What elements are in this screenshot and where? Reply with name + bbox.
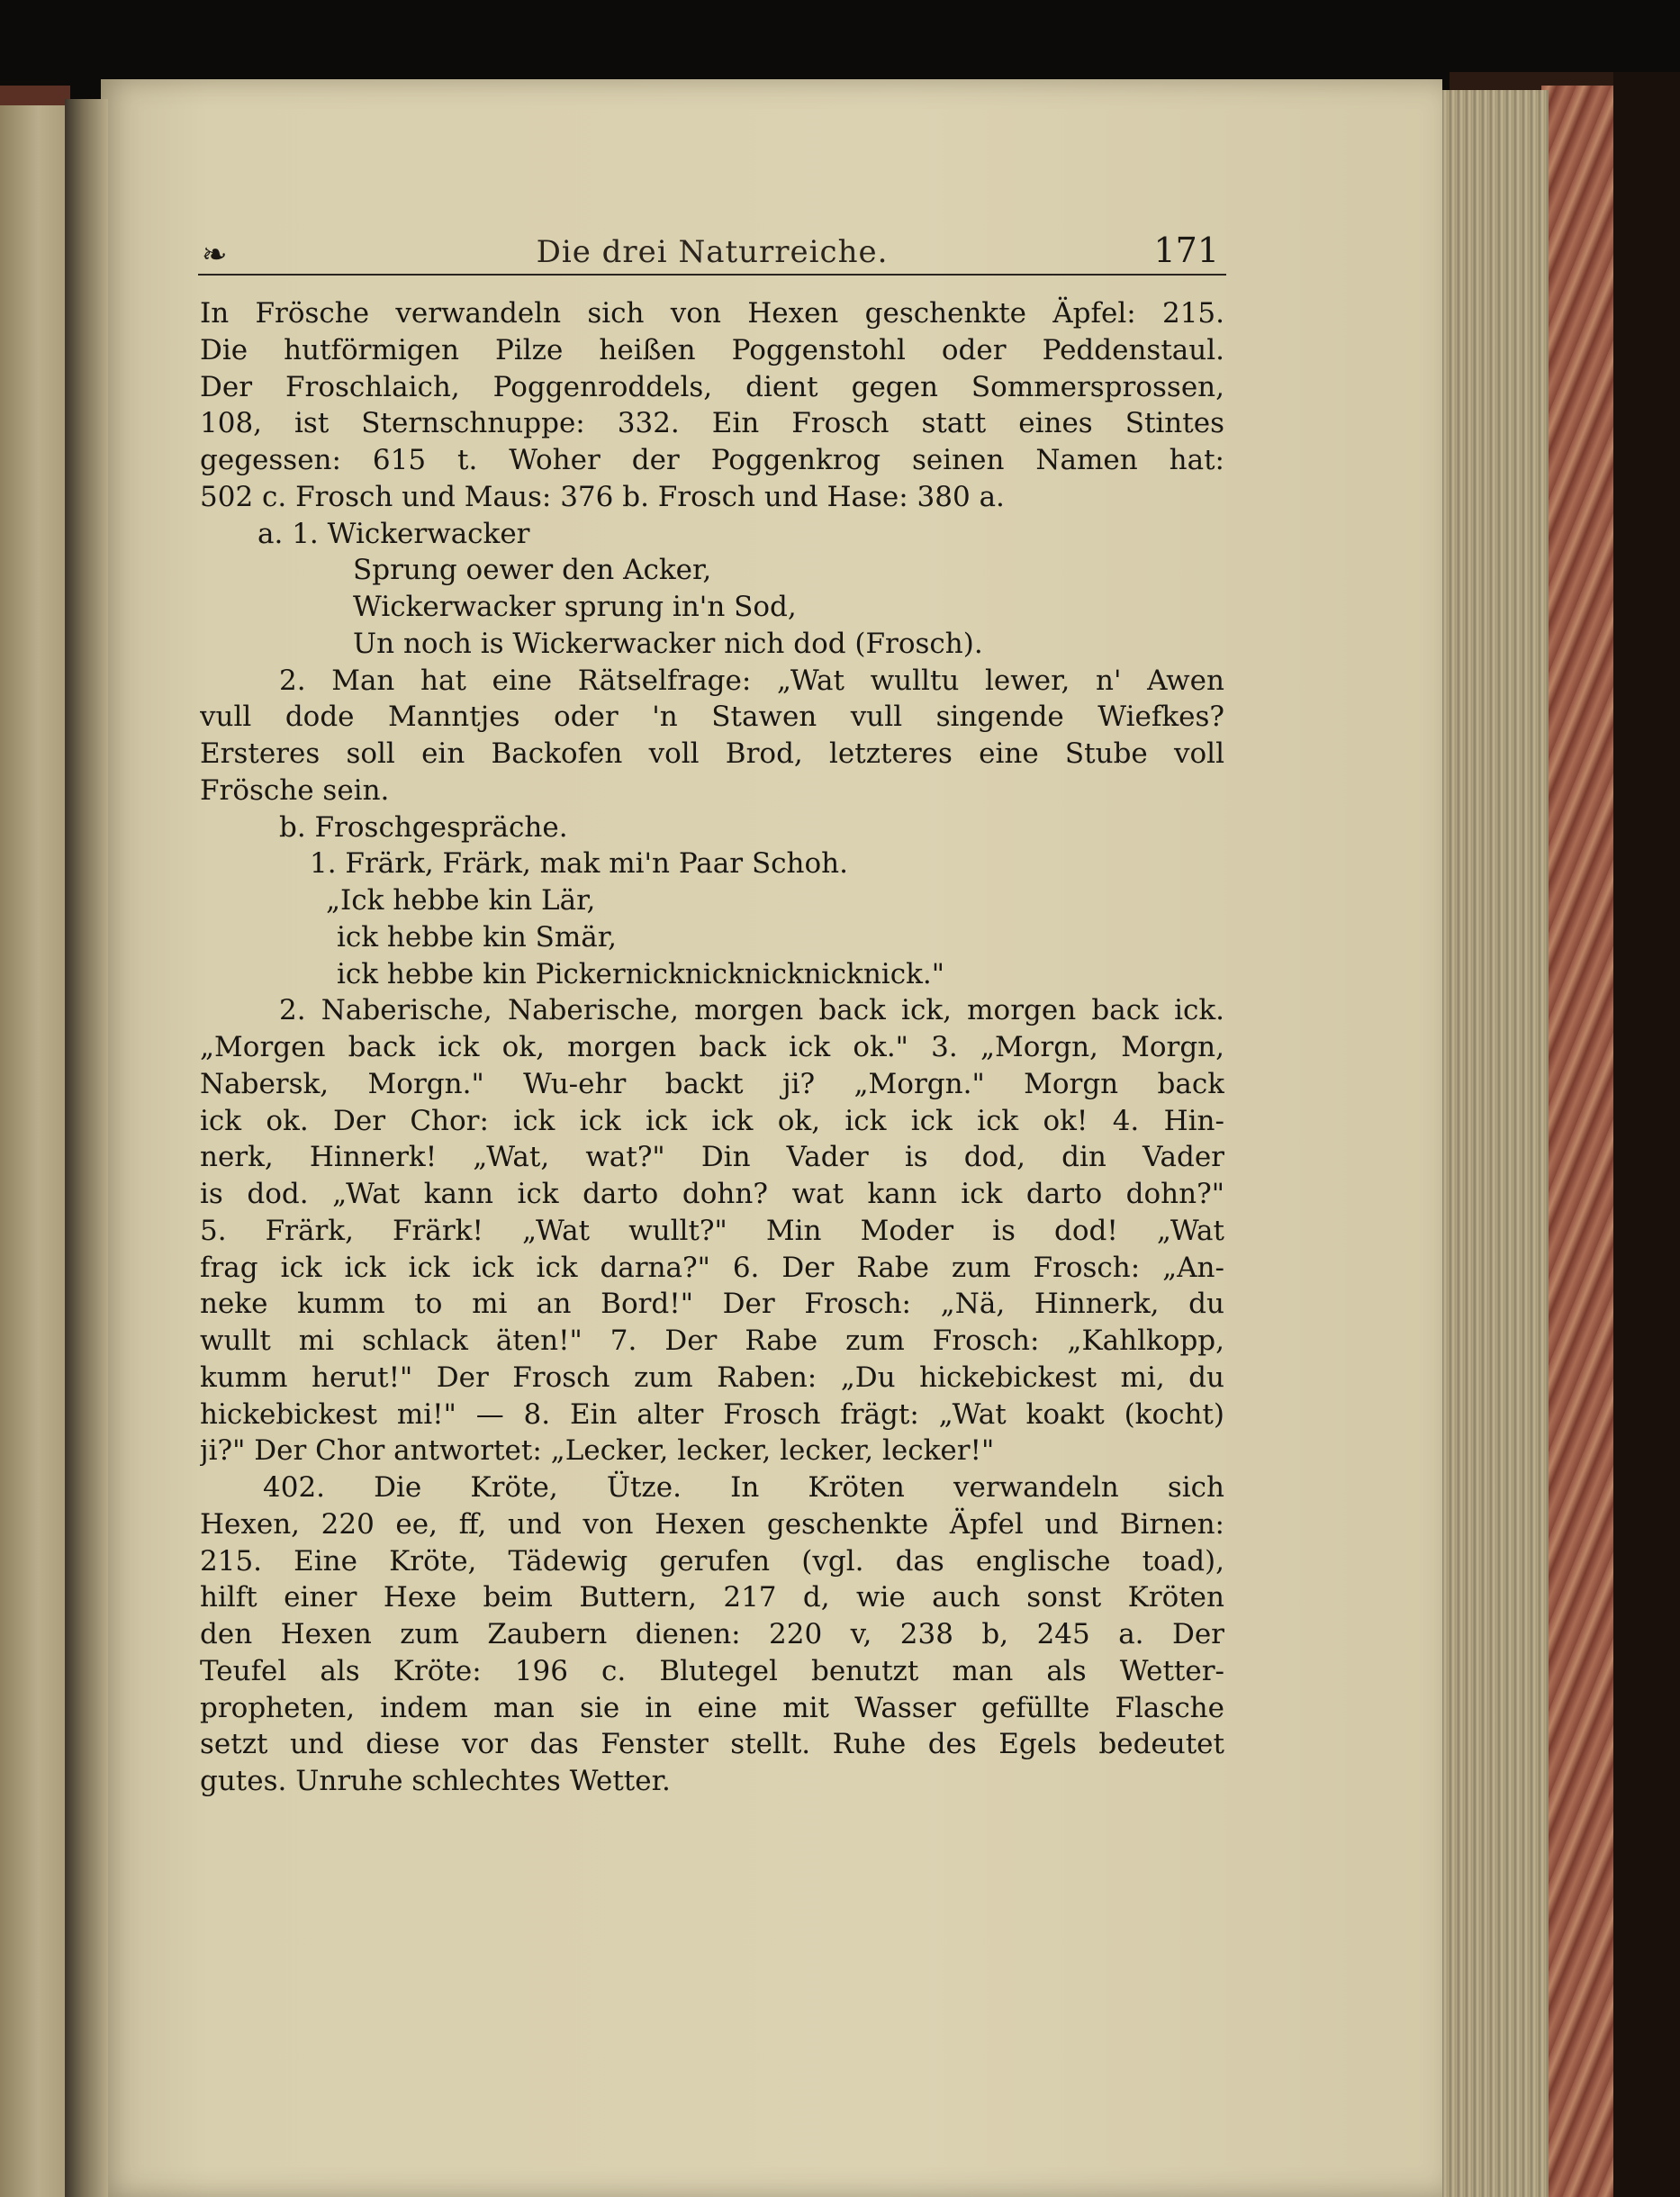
text-line: neke kumm to mi an Bord!" Der Frosch: „Nä, Hinnerk, du [200, 1288, 1224, 1321]
text-line: Un noch is Wickerwacker nich dod (Frosch). [353, 627, 983, 660]
previous-page-edge [0, 86, 70, 2197]
text-line: „Morgen back ick ok, morgen back ick ok." 3. „Morgn, Morgn, [200, 1031, 1224, 1063]
text-line: Ersteres soll ein Backofen voll Brod, letzteres eine Stube voll [200, 737, 1224, 770]
book-page [101, 79, 1442, 2197]
text-line: „Ick hebbe kin Lär, [326, 884, 596, 917]
text-line: vull dode Manntjes oder 'n Stawen vull singende Wiefkes? [200, 701, 1224, 734]
text-line: b. Froschgespräche. [279, 810, 568, 844]
text-line: 2. Man hat eine Rätselfrage: „Wat wulltu lewer, n' Awen [279, 664, 1224, 697]
text-line: Der Froschlaich, Poggenroddels, dient gegen Sommersprossen, [200, 370, 1224, 403]
text-line: Sprung oewer den Acker, [353, 554, 712, 587]
text-line: gegessen: 615 t. Woher der Poggenkrog seinen Namen hat: [200, 444, 1224, 476]
text-line: frag ick ick ick ick ick darna?" 6. Der Rabe zum Frosch: „An- [200, 1251, 1224, 1284]
text-line: propheten, indem man sie in eine mit Wasser gefüllte Flasche [200, 1691, 1224, 1724]
text-line: hilft einer Hexe beim Buttern, 217 d, wie auch sonst Kröten [200, 1581, 1224, 1614]
text-line: is dod. „Wat kann ick darto dohn? wat kann ick darto dohn?" [200, 1178, 1224, 1210]
ornament-icon: ❧ [202, 237, 228, 273]
gutter-shadow [65, 99, 108, 2197]
text-line: nerk, Hinnerk! „Wat, wat?" Din Vader is dod, din Vader [200, 1141, 1224, 1174]
text-line: 5. Frärk, Frärk! „Wat wullt?" Min Moder is dod! „Wat [200, 1214, 1224, 1247]
text-line: Nabersk, Morgn." Wu-ehr backt ji? „Morgn." Morgn back [200, 1067, 1224, 1100]
text-line: kumm herut!" Der Frosch zum Raben: „Du hickebickest mi, du [200, 1361, 1224, 1394]
text-line: gutes. Unruhe schlechtes Wetter. [200, 1765, 671, 1797]
text-line: ick hebbe kin Pickernicknicknicknicknick." [337, 957, 944, 990]
text-line: In Frösche verwandeln sich von Hexen geschenkte Äpfel: 215. [200, 297, 1224, 330]
running-title: Die drei Naturreiche. [536, 234, 889, 270]
text-line: ick ok. Der Chor: ick ick ick ick ok, ick ick ick ok! 4. Hin- [200, 1104, 1224, 1137]
page-stack-edge [1432, 90, 1549, 2197]
text-line: Frösche sein. [200, 773, 390, 807]
text-line: 215. Eine Kröte, Tädewig gerufen (vgl. das englische toad), [200, 1544, 1224, 1578]
text-line: den Hexen zum Zaubern dienen: 220 v, 238 b, 245 a. Der [200, 1618, 1224, 1650]
text-line: a. 1. Wickerwacker [257, 517, 530, 550]
text-line: 402. Die Kröte, Ütze. In Kröten verwandeln sich [263, 1471, 1224, 1504]
page-header [198, 222, 1226, 276]
text-line: hickebickest mi!" — 8. Ein alter Frosch frägt: „Wat koakt (kocht) [200, 1397, 1224, 1431]
page-body-text [200, 295, 1224, 1800]
text-line: Teufel als Kröte: 196 c. Blutegel benutzt man als Wetter- [200, 1654, 1224, 1687]
page-number: 171 [1153, 231, 1219, 270]
marbled-page-edges [1541, 86, 1613, 2197]
text-line: wullt mi schlack äten!" 7. Der Rabe zum Frosch: „Kahlkopp, [200, 1325, 1224, 1357]
text-line: setzt und diese vor das Fenster stellt. Ruhe des Egels bedeutet [200, 1728, 1224, 1761]
text-line: 502 c. Frosch und Maus: 376 b. Frosch und Hase: 380 a. [200, 480, 1005, 513]
text-line: ji?" Der Chor antwortet: „Lecker, lecker, lecker, lecker!" [200, 1434, 995, 1468]
text-line: Hexen, 220 ee, ff, und von Hexen geschenkte Äpfel und Birnen: [200, 1507, 1224, 1541]
cover-spine-shadow [1613, 72, 1680, 2197]
text-line: 108, ist Sternschnuppe: 332. Ein Frosch statt eines Stintes [200, 407, 1224, 440]
text-line: Die hutförmigen Pilze heißen Poggenstohl oder Peddenstaul. [200, 333, 1224, 366]
text-line: 1. Frärk, Frärk, mak mi'n Paar Schoh. [310, 847, 848, 881]
text-line: Wickerwacker sprung in'n Sod, [353, 591, 797, 623]
text-line: 2. Naberische, Naberische, morgen back ick, morgen back ick. [279, 994, 1224, 1027]
previous-page-cover-edge [0, 86, 70, 105]
text-line: ick hebbe kin Smär, [337, 920, 618, 954]
